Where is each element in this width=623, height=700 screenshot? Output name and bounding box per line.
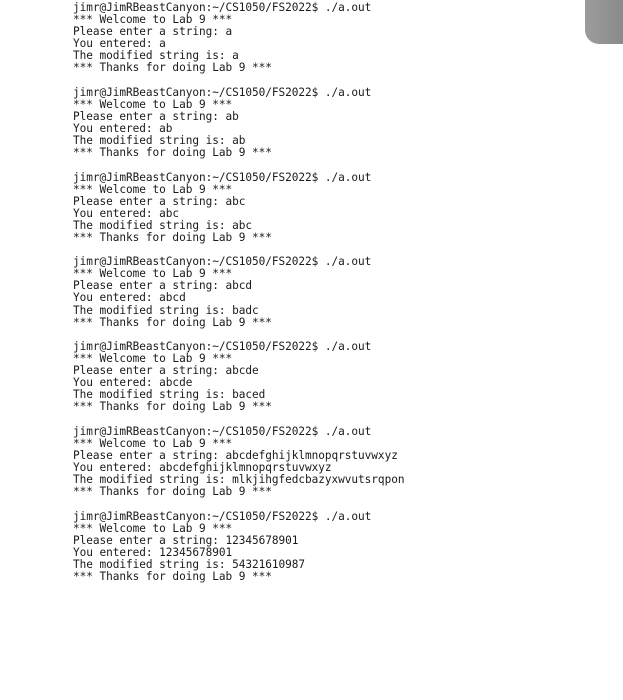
terminal-session [73,172,593,244]
terminal-output[interactable] [73,2,593,583]
result-line: The modified string is: a [73,49,239,63]
input-prompt-line: Please enter a string: abcd [73,279,252,293]
thanks-line: *** Thanks for doing Lab 9 *** [73,569,272,583]
thanks-line: *** Thanks for doing Lab 9 *** [73,315,272,329]
welcome-line: *** Welcome to Lab 9 *** [73,182,233,196]
thanks-line: *** Thanks for doing Lab 9 *** [73,400,272,414]
echo-line: You entered: ab [73,121,173,135]
shell-prompt-line: jimr@JimRBeastCanyon:~/CS1050/FS2022$ ./a.out [73,340,372,354]
echo-line: You entered: a [73,37,166,51]
input-prompt-line: Please enter a string: abcde [73,364,259,378]
input-prompt-line: Please enter a string: ab [73,109,239,123]
shell-prompt-line: jimr@JimRBeastCanyon:~/CS1050/FS2022$ ./a.out [73,1,372,14]
input-prompt-line: Please enter a string: 12345678901 [73,533,299,547]
echo-line: You entered: abcd [73,291,186,305]
shell-prompt-line: jimr@JimRBeastCanyon:~/CS1050/FS2022$ ./a.out [73,85,372,99]
input-prompt-line: Please enter a string: a [73,25,233,39]
thanks-line: *** Thanks for doing Lab 9 *** [73,146,272,160]
result-line: The modified string is: ab [73,133,246,147]
result-line: The modified string is: mlkjihgfedcbazyxwvutsrqpon [73,473,405,487]
terminal-session [73,426,593,498]
terminal-session [73,256,593,328]
terminal-session [73,2,593,74]
terminal-session [73,341,593,413]
result-line: The modified string is: baced [73,388,266,402]
echo-line: You entered: abcdefghijklmnopqrstuvwxyz [73,461,332,475]
echo-line: You entered: abcde [73,376,193,390]
shell-prompt-line: jimr@JimRBeastCanyon:~/CS1050/FS2022$ ./a.out [73,424,372,438]
shell-prompt-line: jimr@JimRBeastCanyon:~/CS1050/FS2022$ ./a.out [73,509,372,523]
welcome-line: *** Welcome to Lab 9 *** [73,267,233,281]
input-prompt-line: Please enter a string: abcdefghijklmnopqrstuvwxyz [73,449,398,462]
shell-prompt-line: jimr@JimRBeastCanyon:~/CS1050/FS2022$ ./a.out [73,255,372,269]
welcome-line: *** Welcome to Lab 9 *** [73,13,233,27]
result-line: The modified string is: abc [73,218,252,232]
thanks-line: *** Thanks for doing Lab 9 *** [73,61,272,75]
welcome-line: *** Welcome to Lab 9 *** [73,97,233,111]
echo-line: You entered: abc [73,206,180,220]
echo-line: You entered: 12345678901 [73,545,233,559]
welcome-line: *** Welcome to Lab 9 *** [73,436,233,450]
terminal-session [73,87,593,159]
welcome-line: *** Welcome to Lab 9 *** [73,521,233,535]
shell-prompt-line: jimr@JimRBeastCanyon:~/CS1050/FS2022$ ./a.out [73,170,372,184]
welcome-line: *** Welcome to Lab 9 *** [73,352,233,366]
thanks-line: *** Thanks for doing Lab 9 *** [73,230,272,244]
result-line: The modified string is: 54321610987 [73,557,306,571]
input-prompt-line: Please enter a string: abc [73,194,246,208]
result-line: The modified string is: badc [73,303,259,317]
terminal-session [73,511,593,583]
thanks-line: *** Thanks for doing Lab 9 *** [73,485,272,499]
